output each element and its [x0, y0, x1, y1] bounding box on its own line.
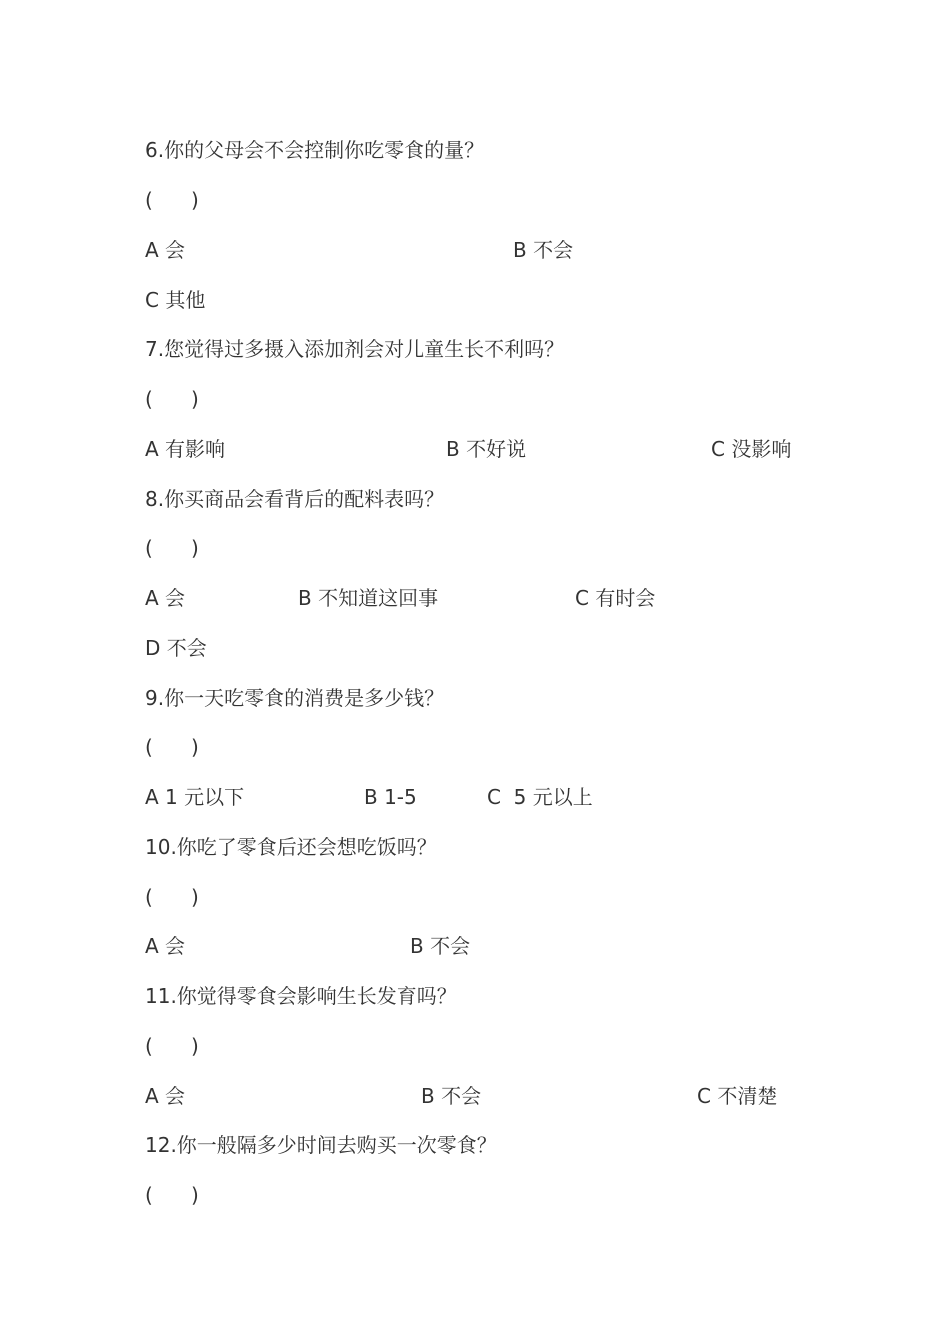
question-10-option-b: B 不会 — [410, 934, 471, 958]
question-11-option-c: C 不清楚 — [697, 1084, 778, 1108]
question-8-option-d: D 不会 — [145, 636, 207, 660]
question-9-answer-blank: ( ) — [145, 735, 199, 759]
question-7-option-a: A 有影响 — [145, 437, 226, 461]
question-9-option-c: C 5 元以上 — [487, 785, 593, 809]
question-9-text: 9.你一天吃零食的消费是多少钱？ — [145, 686, 445, 710]
question-8-option-c: C 有时会 — [575, 586, 656, 610]
question-8-option-b: B 不知道这回事 — [298, 586, 439, 610]
question-9-option-a: A 1 元以下 — [145, 785, 245, 809]
question-6-option-c: C 其他 — [145, 288, 206, 312]
question-8-answer-blank: ( ) — [145, 536, 199, 560]
question-6-option-b: B 不会 — [513, 238, 574, 262]
question-7-option-c: C 没影响 — [711, 437, 792, 461]
question-7-option-b: B 不好说 — [446, 437, 527, 461]
question-9-option-b: B 1-5 — [364, 785, 417, 809]
question-6-text: 6.你的父母会不会控制你吃零食的量？ — [145, 138, 485, 162]
question-12-text: 12.你一般隔多少时间去购买一次零食？ — [145, 1133, 497, 1157]
question-8-text: 8.你买商品会看背后的配料表吗？ — [145, 487, 445, 511]
question-11-answer-blank: ( ) — [145, 1034, 199, 1058]
question-6-option-a: A 会 — [145, 238, 186, 262]
question-11-text: 11.你觉得零食会影响生长发育吗？ — [145, 984, 457, 1008]
question-11-option-b: B 不会 — [421, 1084, 482, 1108]
question-10-text: 10.你吃了零食后还会想吃饭吗？ — [145, 835, 437, 859]
question-10-option-a: A 会 — [145, 934, 186, 958]
question-7-answer-blank: ( ) — [145, 387, 199, 411]
question-6-answer-blank: ( ) — [145, 188, 199, 212]
question-8-option-a: A 会 — [145, 586, 186, 610]
question-11-option-a: A 会 — [145, 1084, 186, 1108]
question-10-answer-blank: ( ) — [145, 885, 199, 909]
question-12-answer-blank: ( ) — [145, 1183, 199, 1207]
question-7-text: 7.您觉得过多摄入添加剂会对儿童生长不利吗？ — [145, 337, 565, 361]
